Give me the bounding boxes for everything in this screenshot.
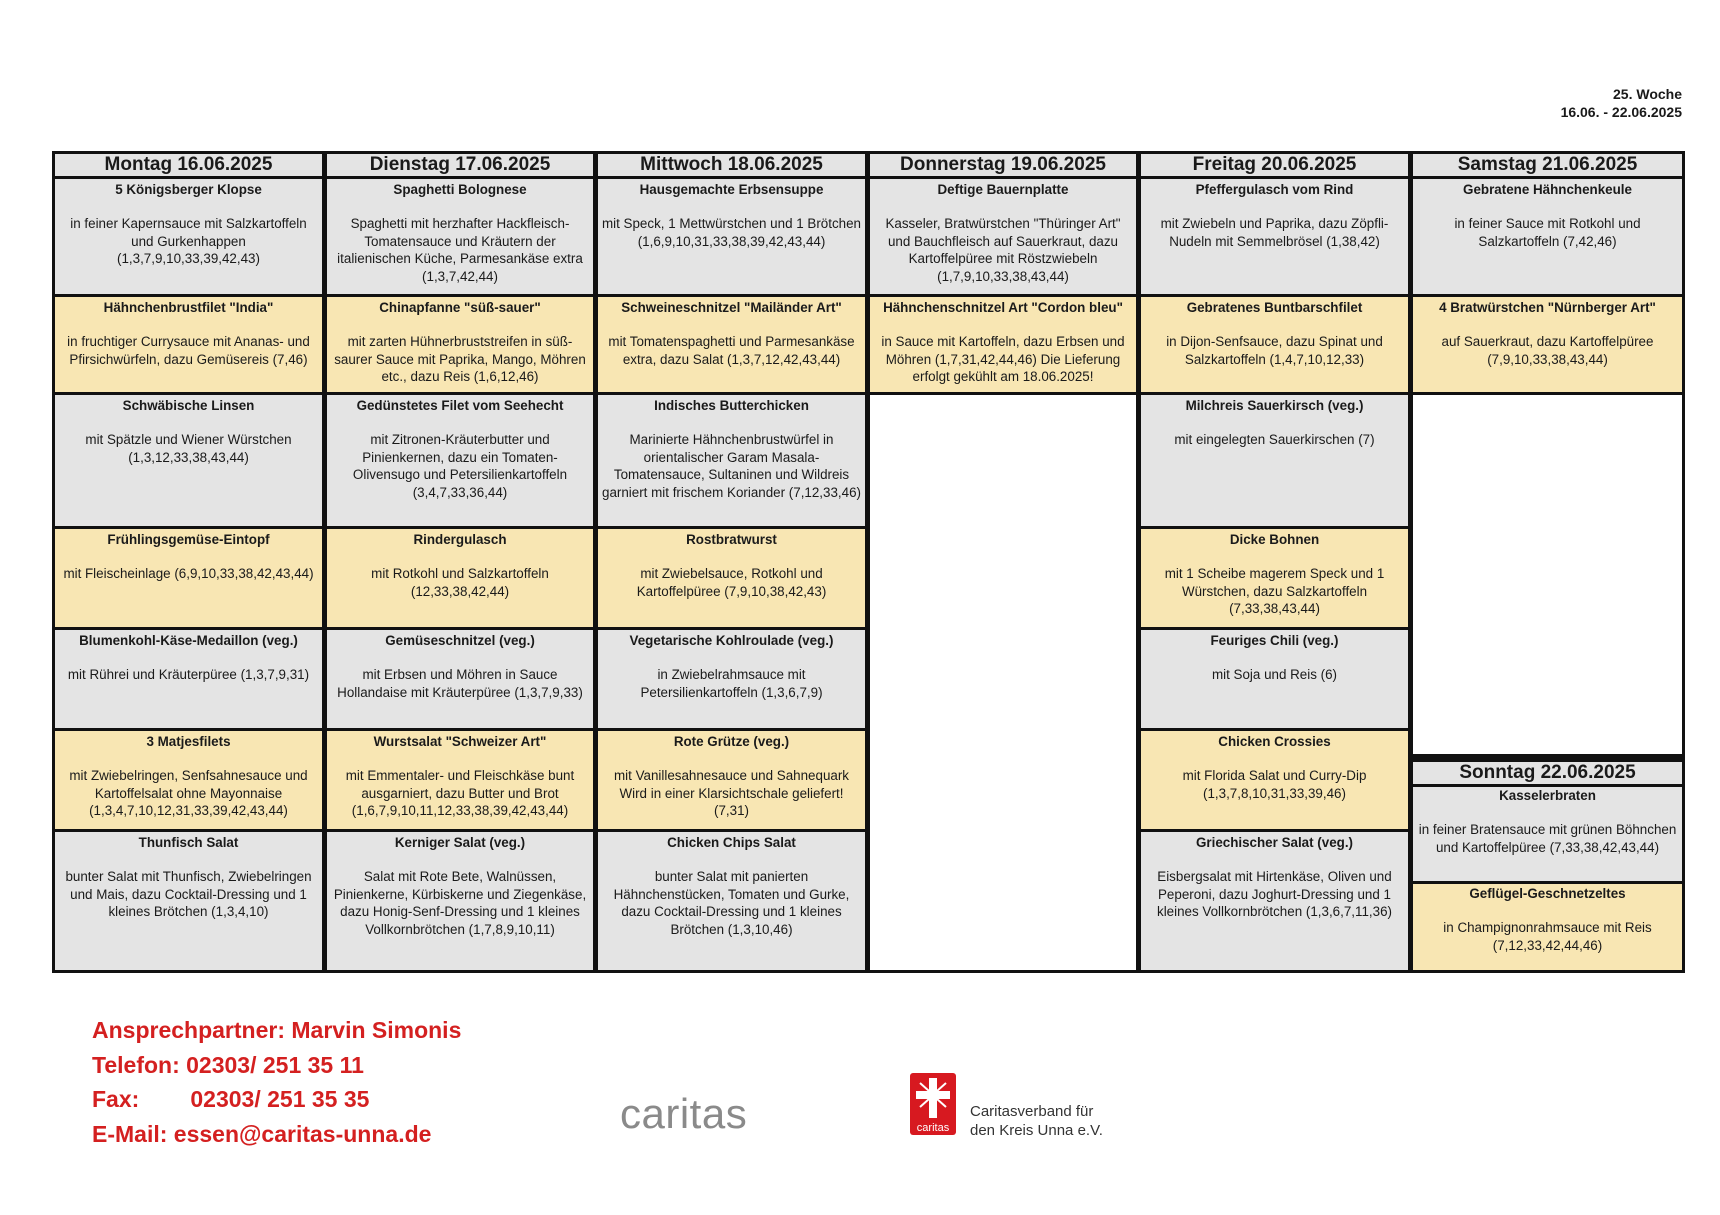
meal-description: mit eingelegten Sauerkirschen (7): [1174, 432, 1375, 448]
empty-cell: [870, 395, 1136, 970]
meal-title: Spaghetti Bolognese: [393, 182, 527, 197]
meal-description: in Sauce mit Kartoffeln, dazu Erbsen und Möhren (1,7,31,42,44,46) Die Lieferung erfolgt gekühlt am 18.06.2025!: [881, 334, 1125, 385]
meal-title: Hähnchenbrustfilet "India": [103, 300, 274, 315]
org-line-2: den Kreis Unna e.V.: [970, 1122, 1103, 1139]
meal-title: Frühlingsgemüse-Eintopf: [107, 532, 270, 547]
meal-cell: [327, 297, 593, 392]
meal-cell: [598, 297, 865, 392]
meal-title: Geflügel-Geschnetzeltes: [1469, 886, 1626, 901]
contact-phone-number: 02303/ 251 35 11: [186, 1051, 364, 1078]
meal-description: mit Zwiebelringen, Senfsahnesauce und Kartoffelsalat ohne Mayonnaise (1,3,4,7,10,12,31,33,39,42,43,44): [69, 768, 308, 819]
menu-grid: [52, 151, 1685, 973]
meal-title: 5 Königsberger Klopse: [115, 182, 262, 197]
meal-description: mit Tomatenspaghetti und Parmesankäse extra, dazu Salat (1,3,7,12,42,43,44): [608, 334, 855, 367]
contact-fax: [92, 1082, 461, 1117]
meal-title: Hähnchenschnitzel Art "Cordon bleu": [883, 300, 1123, 315]
meal-description: mit zarten Hühnerbruststreifen in süß-saurer Sauce mit Paprika, Mango, Möhren etc., dazu Reis (1,6,12,46): [334, 334, 586, 385]
meal-description: mit Speck, 1 Mettwürstchen und 1 Brötchen (1,6,9,10,31,33,38,39,42,43,44): [601, 216, 861, 249]
meal-title: Thunfisch Salat: [138, 835, 239, 850]
meal-cell: [55, 395, 322, 526]
meal-title: Chicken Chips Salat: [667, 835, 796, 850]
day-header-sunday: Sonntag 22.06.2025: [1413, 762, 1682, 784]
meal-description: bunter Salat mit panierten Hähnchenstücken, Tomaten und Gurke, dazu Cocktail-Dressing und 1 kleines Brötchen (1,3,10,46): [613, 869, 850, 937]
meal-description: in Dijon-Senfsauce, dazu Spinat und Salzkartoffeln (1,4,7,10,12,33): [1166, 334, 1383, 367]
meal-description: mit Spätzle und Wiener Würstchen (1,3,12,33,38,43,44): [85, 432, 292, 465]
week-range: 16.06. - 22.06.2025: [1560, 104, 1682, 120]
day-header-friday: Freitag 20.06.2025: [1141, 154, 1408, 176]
contact-person-name: Marvin Simonis: [291, 1017, 462, 1043]
meal-cell: [55, 731, 322, 829]
week-label: 25. Woche: [1613, 86, 1682, 102]
meal-cell: [870, 179, 1136, 294]
meal-cell: [598, 529, 865, 627]
meal-title: Kasselerbraten: [1499, 788, 1596, 803]
meal-cell: [598, 731, 865, 829]
meal-cell: [1413, 297, 1682, 392]
meal-cell: [327, 630, 593, 728]
meal-description: mit Soja und Reis (6): [1211, 667, 1338, 683]
meal-title: Gemüseschnitzel (veg.): [385, 633, 535, 648]
meal-cell: [55, 630, 322, 728]
meal-cell: [327, 529, 593, 627]
contact-fax-label: Fax:: [92, 1086, 140, 1112]
meal-title: Milchreis Sauerkirsch (veg.): [1185, 398, 1364, 413]
meal-description: bunter Salat mit Thunfisch, Zwiebelringen und Mais, dazu Cocktail-Dressing und 1 kleines Brötchen (1,3,4,10): [65, 869, 312, 920]
contact-person: [92, 1013, 461, 1048]
meal-title: Feuriges Chili (veg.): [1210, 633, 1339, 648]
meal-title: Griechischer Salat (veg.): [1195, 835, 1354, 850]
meal-title: Chicken Crossies: [1218, 734, 1331, 749]
cross-icon: [910, 1073, 956, 1123]
meal-title: Dicke Bohnen: [1229, 532, 1320, 547]
meal-title: Blumenkohl-Käse-Medaillon (veg.): [79, 633, 298, 648]
meal-description: in Zwiebelrahmsauce mit Petersilienkartoffeln (1,3,6,7,9): [640, 667, 823, 700]
contact-person-label: Ansprechpartner:: [92, 1017, 285, 1043]
meal-description: mit 1 Scheibe magerem Speck und 1 Würstchen, dazu Salzkartoffeln (7,33,38,43,44): [1164, 566, 1385, 617]
meal-cell: [327, 731, 593, 829]
meal-cell: [327, 395, 593, 526]
meal-description: mit Florida Salat und Curry-Dip (1,3,7,8,10,31,33,39,46): [1182, 768, 1367, 801]
meal-description: mit Emmentaler- und Fleischkäse bunt ausgarniert, dazu Butter und Brot (1,6,7,9,10,11,12,33,38,39,42,43,44): [345, 768, 575, 819]
meal-description: mit Rührei und Kräuterpüree (1,3,7,9,31): [67, 667, 310, 683]
meal-title: Schwäbische Linsen: [122, 398, 255, 413]
meal-cell: [598, 395, 865, 526]
caritas-wordmark: caritas: [620, 1090, 748, 1137]
meal-description: Marinierte Hähnchenbrustwürfel in orientalischer Garam Masala-Tomatensauce, Sultaninen und Wildreis garniert mit frischem Koriander (7,12,33,46): [602, 432, 861, 500]
meal-description: in feiner Kapernsauce mit Salzkartoffeln und Gurkenhappen (1,3,7,9,10,33,39,42,43): [70, 216, 307, 267]
day-header-monday: Montag 16.06.2025: [55, 154, 322, 176]
meal-cell: [1413, 179, 1682, 294]
meal-description: mit Zwiebeln und Paprika, dazu Zöpfli-Nudeln mit Semmelbrösel (1,38,42): [1160, 216, 1389, 249]
contact-phone: [92, 1048, 461, 1083]
meal-title: Gebratene Hähnchenkeule: [1463, 182, 1632, 197]
contact-email: [92, 1117, 461, 1152]
meal-description: mit Erbsen und Möhren in Sauce Hollandaise mit Kräuterpüree (1,3,7,9,33): [337, 667, 583, 700]
week-info: [1561, 85, 1682, 121]
meal-title: 4 Bratwürstchen "Nürnberger Art": [1439, 300, 1656, 315]
meal-title: 3 Matjesfilets: [146, 734, 231, 749]
meal-cell: [55, 179, 322, 294]
meal-cell: [55, 297, 322, 392]
meal-cell: [55, 529, 322, 627]
meal-cell: [55, 832, 322, 970]
meal-description: mit Rotkohl und Salzkartoffeln (12,33,38,42,44): [371, 566, 549, 599]
meal-cell: [870, 297, 1136, 392]
meal-description: auf Sauerkraut, dazu Kartoffelpüree (7,9,10,33,38,43,44): [1441, 334, 1654, 367]
meal-cell: [1141, 529, 1408, 627]
day-header-wednesday: Mittwoch 18.06.2025: [598, 154, 865, 176]
day-header-saturday: Samstag 21.06.2025: [1413, 154, 1682, 176]
meal-description: Eisbergsalat mit Hirtenkäse, Oliven und Peperoni, dazu Joghurt-Dressing und 1 kleines Vollkornbrötchen (1,3,6,7,11,36): [1157, 869, 1392, 920]
meal-title: Chinapfanne "süß-sauer": [379, 300, 541, 315]
organization-name: [970, 1102, 1103, 1140]
meal-title: Schweineschnitzel "Mailänder Art": [621, 300, 842, 315]
contact-email-label: E-Mail:: [92, 1120, 168, 1147]
meal-description: mit Fleischeinlage (6,9,10,33,38,42,43,44): [63, 566, 314, 582]
meal-description: mit Zwiebelsauce, Rotkohl und Kartoffelpüree (7,9,10,38,42,43): [636, 566, 827, 599]
contact-block: [92, 1013, 461, 1151]
empty-cell: [1413, 395, 1682, 754]
meal-cell: [598, 630, 865, 728]
meal-cell: [327, 179, 593, 294]
meal-cell: [1141, 395, 1408, 526]
meal-cell: [1141, 832, 1408, 970]
meal-cell: [1141, 297, 1408, 392]
meal-title: Wurstsalat "Schweizer Art": [373, 734, 547, 749]
contact-fax-number: 02303/ 251 35 35: [190, 1086, 370, 1112]
meal-title: Deftige Bauernplatte: [937, 182, 1069, 197]
meal-description: mit Zitronen-Kräuterbutter und Pinienkernen, dazu ein Tomaten-Olivensugo und Petersilienkartoffeln (3,4,7,33,36,44): [352, 432, 568, 500]
meal-cell: [598, 832, 865, 970]
meal-title: Kerniger Salat (veg.): [394, 835, 526, 850]
meal-description: in Champignonrahmsauce mit Reis (7,12,33,42,44,46): [1443, 920, 1652, 953]
meal-title: Vegetarische Kohlroulade (veg.): [629, 633, 834, 648]
meal-description: mit Vanillesahnesauce und Sahnequark Wird in einer Klarsichtschale geliefert! (7,31): [614, 768, 849, 819]
meal-description: Salat mit Rote Bete, Walnüssen, Pinienkerne, Kürbiskerne und Ziegenkäse, dazu Honig-Senf-Dressing und 1 kleines Vollkornbrötchen (1,7,8,9,10,11): [333, 869, 587, 937]
meal-description: Kasseler, Bratwürstchen "Thüringer Art" und Bauchfleisch auf Sauerkraut, dazu Kartoffelpüree mit Röstzwiebeln (1,7,9,10,33,38,43,44): [885, 216, 1121, 284]
meal-title: Gebratenes Buntbarschfilet: [1186, 300, 1363, 315]
org-line-1: Caritasverband für: [970, 1103, 1094, 1120]
meal-title: Hausgemachte Erbsensuppe: [639, 182, 824, 197]
meal-title: Gedünstetes Filet vom Seehecht: [356, 398, 564, 413]
meal-description: in feiner Bratensauce mit grünen Böhnchen und Kartoffelpüree (7,33,38,42,43,44): [1418, 822, 1677, 855]
meal-title: Pfeffergulasch vom Rind: [1195, 182, 1354, 197]
meal-cell: [1141, 179, 1408, 294]
meal-cell: [1141, 630, 1408, 728]
meal-description: in feiner Sauce mit Rotkohl und Salzkartoffeln (7,42,46): [1454, 216, 1641, 249]
day-header-tuesday: Dienstag 17.06.2025: [327, 154, 593, 176]
logo-caption: caritas: [916, 1122, 950, 1134]
contact-phone-label: Telefon:: [92, 1051, 180, 1078]
contact-email-address[interactable]: essen@caritas-unna.de: [173, 1120, 432, 1147]
day-header-thursday: Donnerstag 19.06.2025: [870, 154, 1136, 176]
meal-description: in fruchtiger Currysauce mit Ananas- und Pfirsichwürfeln, dazu Gemüsereis (7,46): [67, 334, 310, 367]
meal-title: Rote Grütze (veg.): [673, 734, 790, 749]
meal-cell: [598, 179, 865, 294]
meal-title: Indisches Butterchicken: [654, 398, 809, 413]
meal-description: Spaghetti mit herzhafter Hackfleisch-Tomatensauce und Kräutern der italienischen Küche, Parmesankäse extra (1,3,7,42,44): [337, 216, 583, 284]
meal-cell: [1413, 787, 1682, 881]
meal-cell: [1141, 731, 1408, 829]
meal-title: Rindergulasch: [413, 532, 507, 547]
meal-cell: [327, 832, 593, 970]
meal-title: Rostbratwurst: [686, 532, 777, 547]
meal-cell: [1413, 884, 1682, 970]
